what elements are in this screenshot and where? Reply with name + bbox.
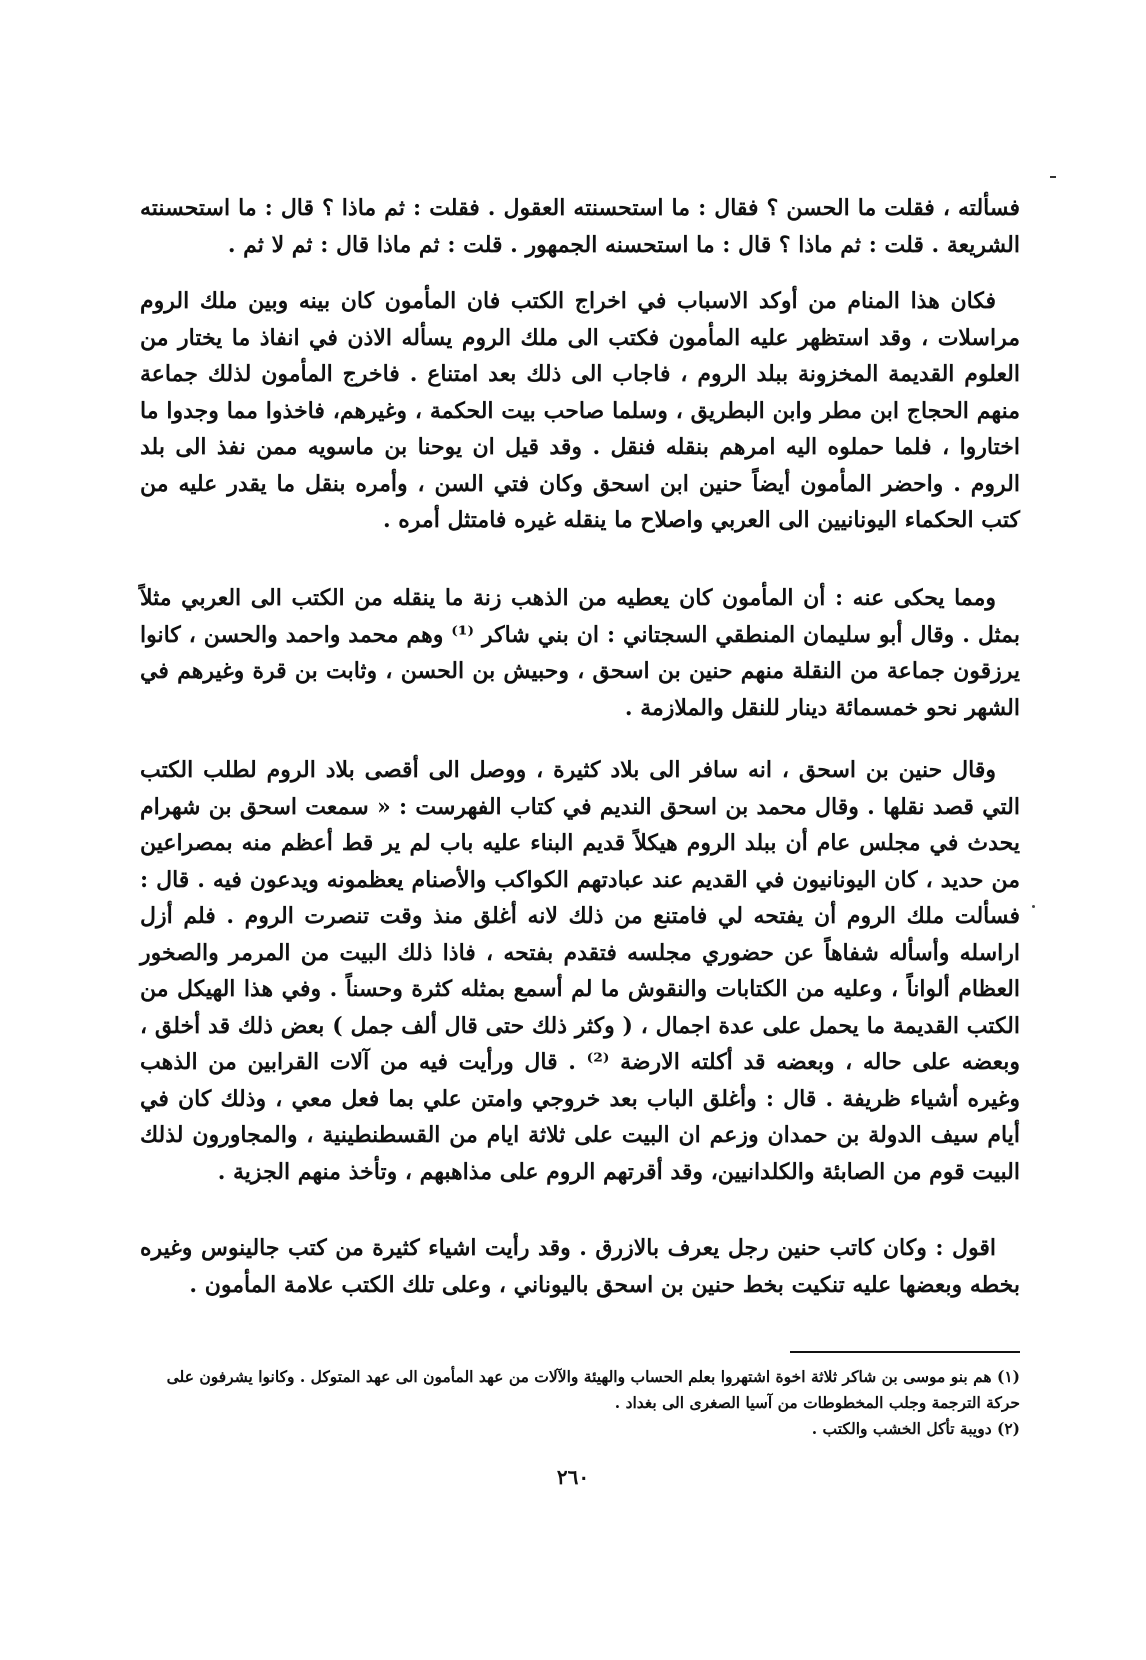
paragraph-text: ومما يحكى عنه : أن المأمون كان يعطيه من الذهب زنة ما ينقله من الكتب الى العربي مثلاً بمثل . وقال أبو سليمان المنطقي السجتاني : ان بني شاكر ⁽¹⁾ وهم محمد واحمد والحسن ، كانوا يرزقون جماعة من النقلة منهم حنين بن اسحق ، وحبيش بن الحسن ، وثابت بن قرة وغيرهم في الشهر نحو خمسمائة دينار للنقل والملازمة .: [140, 585, 1020, 721]
paragraph-text: فسألته ، فقلت ما الحسن ؟ فقال : ما استحسنته العقول . فقلت : ثم ماذا ؟ قال : ما استحسنته الشريعة . قلت : ثم ماذا ؟ قال : ما استحسنه الجمهور . قلت : ثم ماذا قال : ثم لا ثم .: [140, 195, 1020, 258]
paragraph-text: وقال حنين بن اسحق ، انه سافر الى بلاد كثيرة ، ووصل الى أقصى بلاد الروم لطلب الكتب التي قصد نقلها . وقال محمد بن اسحق النديم في كتاب الفهرست : « سمعت اسحق بن شهرام يحدث في مجلس عام أن ببلد الروم هيكلاً قديم البناء عليه باب لم ير قط أعظم منه بمصراعين من حديد ، كان اليونانيون في القديم عند عبادتهم الكواكب والأصنام يعظمونه ويدعون فيه . قال : فسألت ملك الروم أن يفتحه لي فامتنع من ذلك لانه أغلق منذ وقت تنصرت الروم . فلم أزل اراسله وأسأله شفاهاً عن حضوري مجلسه فتقدم بفتحه ، فاذا ذلك البيت من المرمر والصخور العظام ألواناً ، وعليه من الكتابات والنقوش ما لم أسمع بمثله كثرة وحسناً . وفي هذا الهيكل من الكتب القديمة ما يحمل على عدة اجمال ، ( وكثر ذلك حتى قال ألف جمل ) بعض ذلك قد أخلق ، وبعضه على حاله ، وبعضه قد أكلته الارضة ⁽²⁾ . قال ورأيت فيه من آلات القرابين من الذهب وغيره أشياء ظريفة . قال : وأغلق الباب بعد خروجي وامتن علي بما فعل معي ، وذلك كان في أيام سيف الدولة بن حمدان وزعم ان البيت على ثلاثة ايام من القسطنطينية ، والمجاورون لذلك البيت قوم من الصابئة والكلدانيين، وقد أقرتهم الروم على مذاهبهم ، وتأخذ منهم الجزية .: [140, 757, 1020, 1185]
paragraph-text: فكان هذا المنام من أوكد الاسباب في اخراج الكتب فان المأمون كان بينه وبين ملك الروم مراسلات ، وقد استظهر عليه المأمون فكتب الى ملك الروم يسأله الاذن في انفاذ ما يختار من العلوم القديمة المخزونة ببلد الروم ، فاجاب الى ذلك بعد امتناع . فاخرج المأمون لذلك جماعة منهم الحجاج ابن مطر وابن البطريق ، وسلما صاحب بيت الحكمة ، وغيرهم، فاخذوا مما وجدوا ما اختاروا ، فلما حملوه اليه امرهم بنقله فنقل . وقد قيل ان يوحنا بن ماسويه ممن نفذ الى بلد الروم . واحضر المأمون أيضاً حنين ابن اسحق وكان فتي السن ، وأمره بنقل ما يقدر عليه من كتب الحكماء اليونانيين الى العربي واصلاح ما ينقله غيره فامتثل أمره .: [140, 288, 1020, 533]
page-number: ٢٦٠: [556, 1465, 590, 1489]
body-paragraph: [140, 752, 1020, 1190]
body-paragraph: [140, 580, 1020, 726]
footnote: (١) هم بنو موسى بن شاكر ثلاثة اخوة اشتهروا بعلم الحساب والهيئة والآلات من عهد المأمون الى عهد المتوكل . وكانوا يشرفون على حركة الترجمة وجلب المخطوطات من آسيا الصغرى الى بغداد .: [166, 1367, 1020, 1412]
paragraph-text: اقول : وكان كاتب حنين رجل يعرف بالازرق . وقد رأيت اشياء كثيرة من كتب جالينوس وغيره بخطه وبعضها عليه تنكيت بخط حنين بن اسحق باليوناني ، وعلى تلك الكتب علامة المأمون .: [140, 1235, 1020, 1298]
footnote: (٢) دويبة تأكل الخشب والكتب .: [811, 1419, 1020, 1438]
body-paragraph: [140, 190, 1020, 263]
scan-artifact: [1032, 905, 1035, 908]
footnotes: [140, 1364, 1020, 1442]
body-paragraph: [140, 1230, 1020, 1303]
scan-artifact: [1050, 176, 1056, 178]
footnote-divider: [790, 1351, 1020, 1353]
body-paragraph: [140, 283, 1020, 539]
